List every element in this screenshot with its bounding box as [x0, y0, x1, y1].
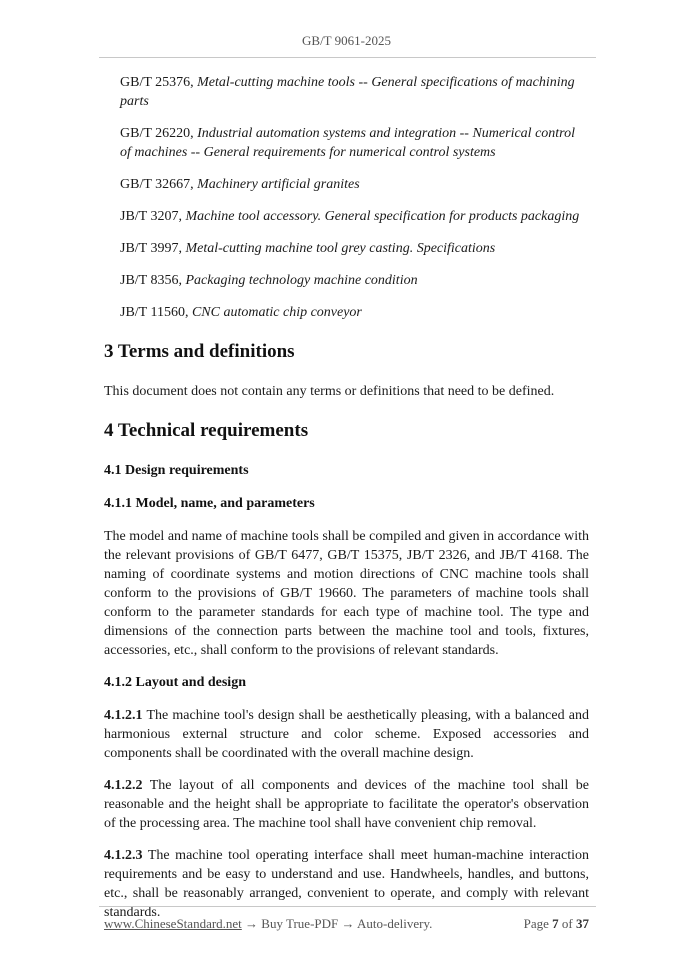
document-body	[104, 73, 589, 935]
footer-left	[104, 916, 432, 932]
reference-code: JB/T 3997,	[120, 241, 182, 256]
reference-item	[120, 175, 589, 194]
normative-references-list	[104, 73, 589, 322]
reference-code: JB/T 8356,	[120, 273, 182, 288]
header-divider	[99, 57, 596, 58]
reference-title: Metal-cutting machine tools -- General specifications of machining parts	[120, 75, 575, 109]
reference-title: Machine tool accessory. General specification for products packaging	[185, 209, 580, 224]
site-link[interactable]: www.ChineseStandard.net	[104, 916, 242, 931]
clause-text: The machine tool operating interface shall meet human-machine interaction requirements and be easy to understand and use. Handwheels, handles, and buttons, etc., shall be reasonably arranged, convenient to operate, and comply with relevant standards.	[104, 848, 589, 920]
reference-code: GB/T 26220,	[120, 126, 194, 141]
reference-title: Metal-cutting machine tool grey casting. Specifications	[185, 241, 496, 256]
reference-item	[120, 303, 589, 322]
of-label: of	[561, 916, 573, 931]
reference-item	[120, 124, 589, 162]
clause-4-1-2-1	[104, 706, 589, 763]
reference-title: Packaging technology machine condition	[185, 273, 418, 288]
reference-title: Industrial automation systems and integration -- Numerical control of machines -- General requirements for numerical control systems	[120, 126, 575, 160]
total-pages: 37	[576, 916, 589, 931]
page-footer	[104, 916, 589, 932]
page-label: Page	[523, 916, 549, 931]
reference-code: JB/T 3207,	[120, 209, 182, 224]
reference-code: JB/T 11560,	[120, 305, 189, 320]
current-page: 7	[552, 916, 559, 931]
footer-divider	[99, 906, 596, 907]
section-4-1-1-paragraph: The model and name of machine tools shall be compiled and given in accordance with the relevant provisions of GB/T 6477, GB/T 15375, JB/T 2326, and JB/T 4168. The naming of coordinate systems and motion directions of CNC machine tools shall conform to the provisions of GB/T 19660. The parameters of machine tools shall conform to the parameter standards for each type of machine tool. The type and dimensions of the connection parts between the machine tool and tools, fixtures, accessories, etc., shall conform to the provisions of relevant standards.	[104, 529, 589, 658]
section-4-1-2-heading: 4.1.2 Layout and design	[104, 675, 246, 690]
reference-title: Machinery artificial granites	[197, 177, 360, 192]
page-header-doc-id: GB/T 9061-2025	[302, 33, 391, 48]
clause-text: The layout of all components and devices of the machine tool shall be reasonable and the height shall be appropriate to facilitate the operator's observation of the processing area. The machine tool shall have convenient chip removal.	[104, 778, 589, 831]
clause-4-1-2-3	[104, 846, 589, 922]
clause-number: 4.1.2.2	[104, 778, 143, 793]
section-4-1-1-heading: 4.1.1 Model, name, and parameters	[104, 496, 315, 511]
reference-code: GB/T 25376,	[120, 75, 194, 90]
page-counter	[524, 916, 589, 932]
section-4-heading: 4 Technical requirements	[104, 420, 309, 441]
reference-code: GB/T 32667,	[120, 177, 194, 192]
clause-number: 4.1.2.1	[104, 708, 143, 723]
reference-item	[120, 73, 589, 111]
reference-item	[120, 207, 589, 226]
section-4-1-heading: 4.1 Design requirements	[104, 463, 249, 478]
clause-text: The machine tool's design shall be aesthetically pleasing, with a balanced and harmonious external structure and color scheme. Exposed accessories and components shall be coordinated with the overall machine design.	[104, 708, 589, 761]
reference-title: CNC automatic chip conveyor	[191, 305, 362, 320]
reference-item	[120, 239, 589, 258]
footer-tagline: → Buy True-PDF → Auto-delivery.	[241, 916, 433, 931]
reference-item	[120, 271, 589, 290]
section-3-text: This document does not contain any terms or definitions that need to be defined.	[104, 384, 555, 399]
clause-4-1-2-2	[104, 776, 589, 833]
clause-number: 4.1.2.3	[104, 848, 143, 863]
section-3-heading: 3 Terms and definitions	[104, 341, 295, 362]
